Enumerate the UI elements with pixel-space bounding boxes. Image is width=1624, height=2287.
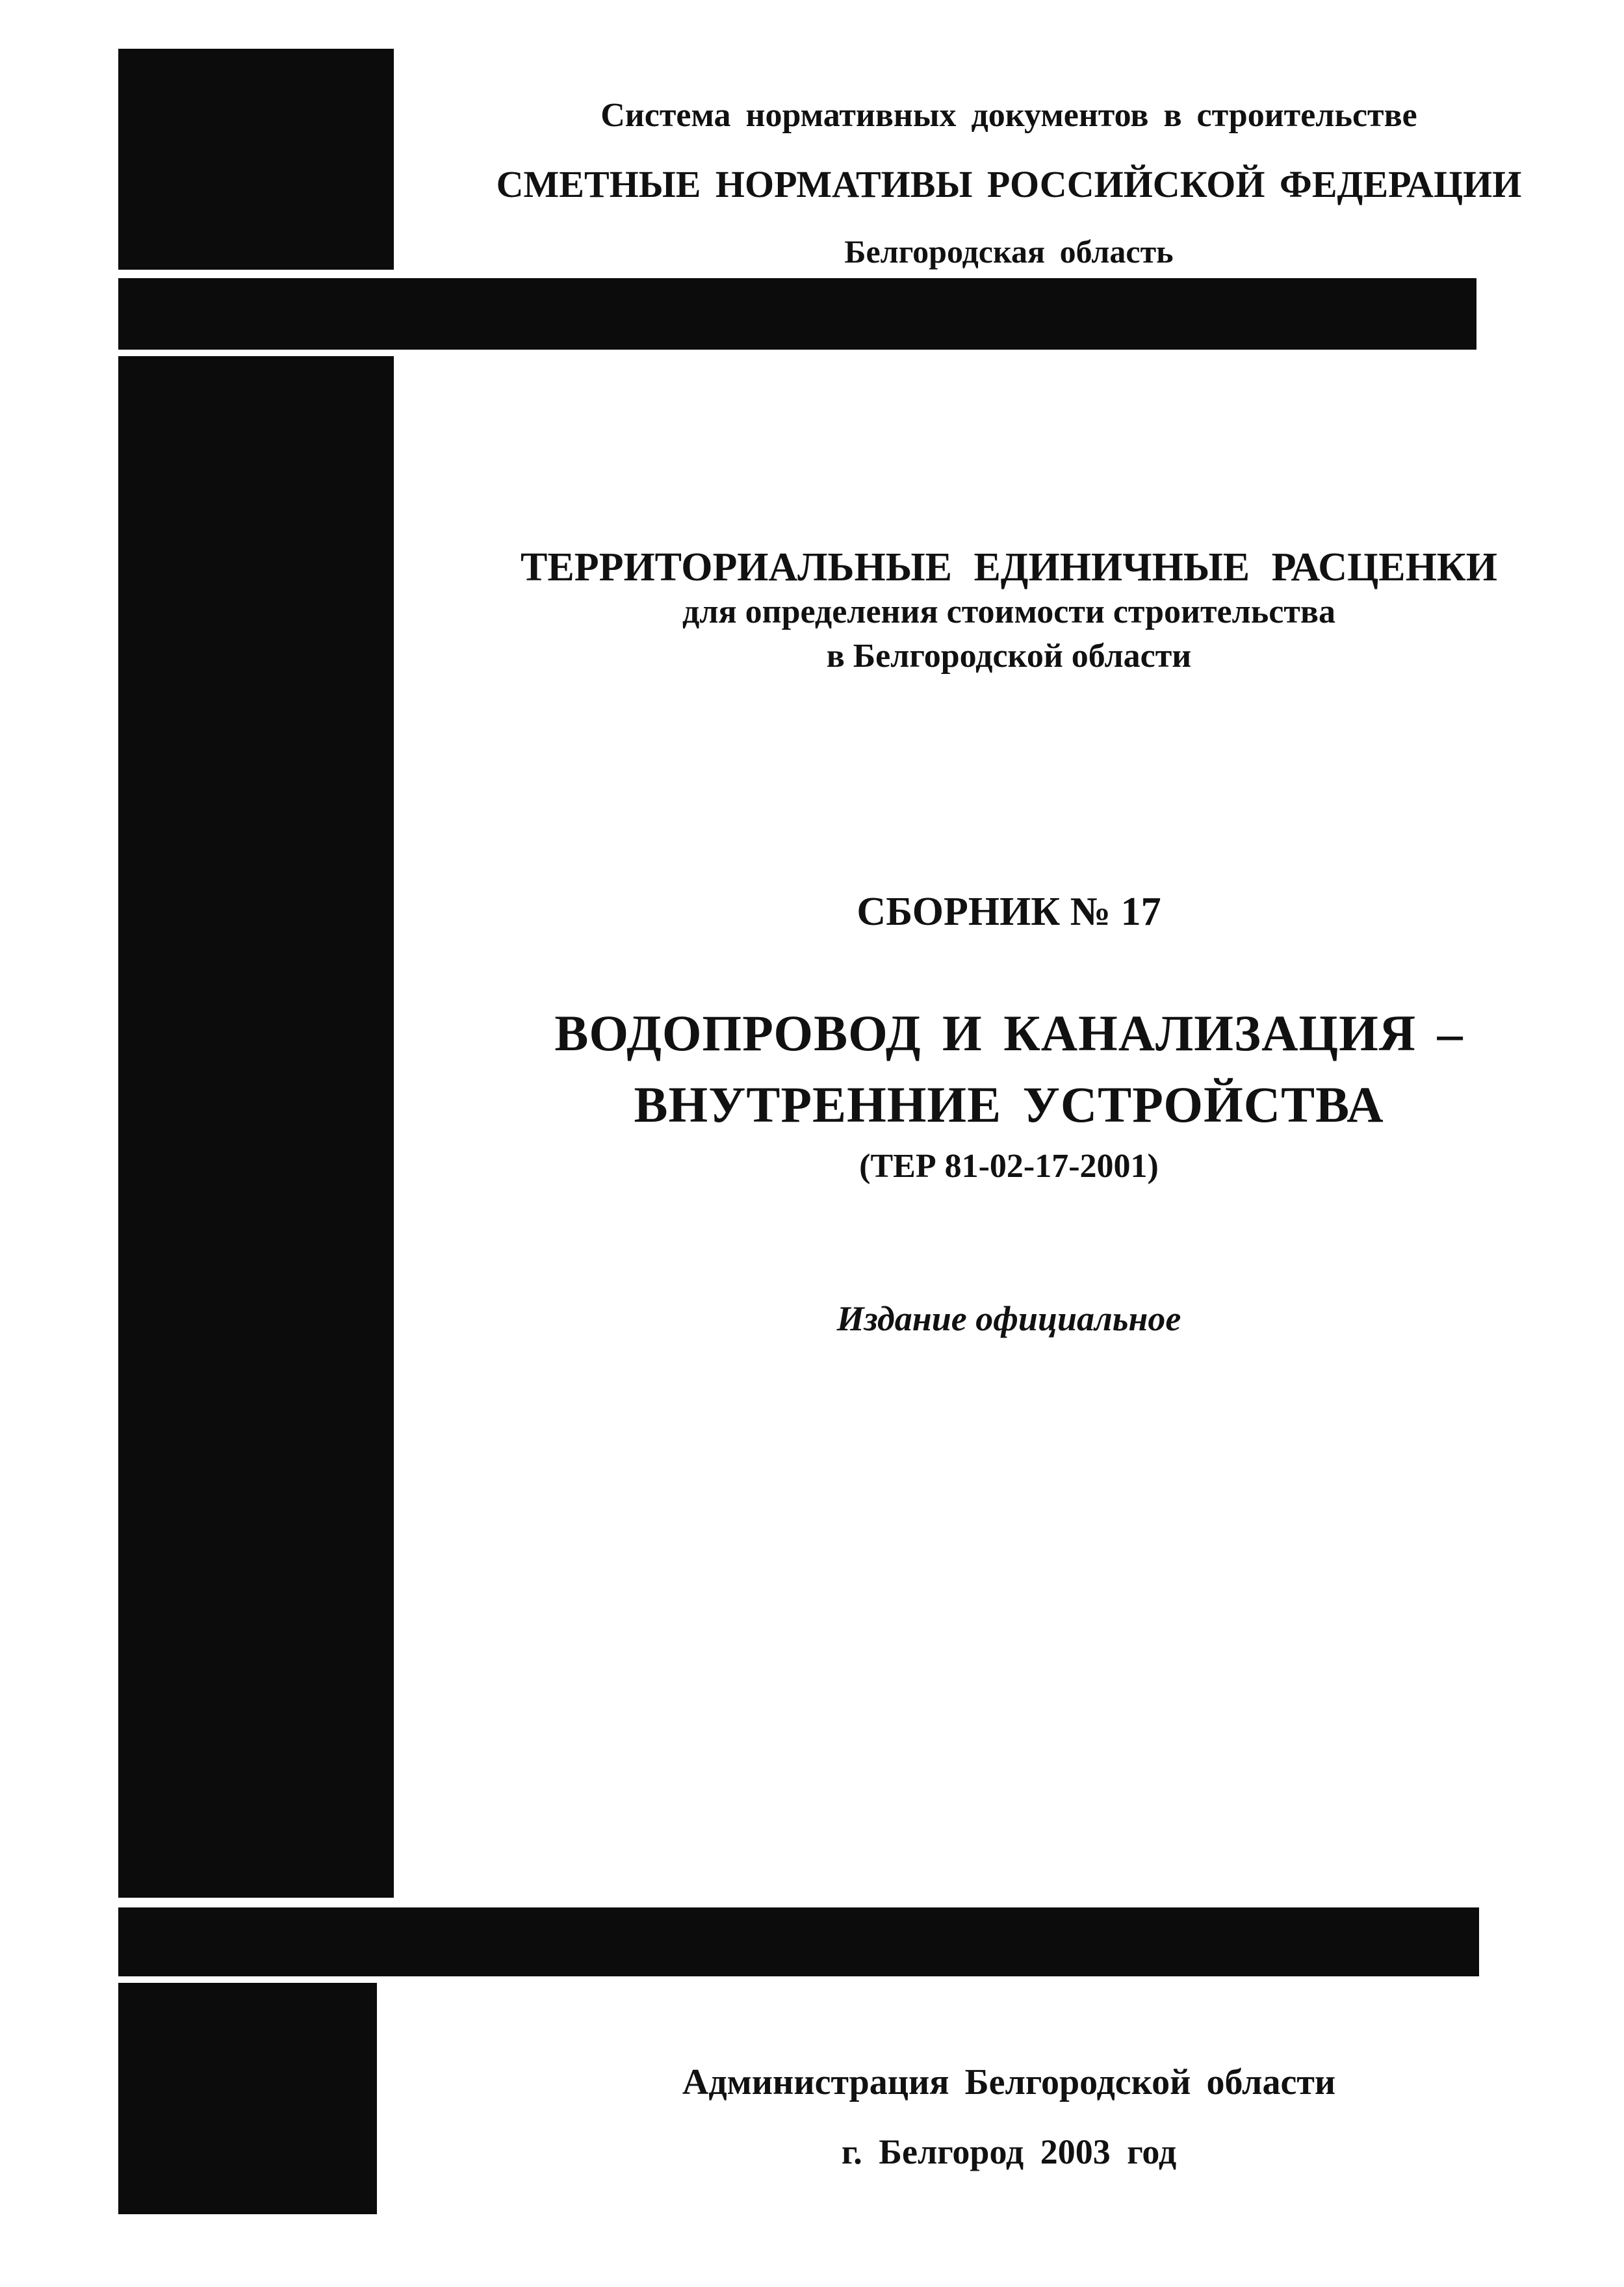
system-line: Система нормативных документов в строительстве — [600, 97, 1417, 134]
collection-code: (ТЕР 81-02-17-2001) — [859, 1148, 1159, 1185]
bottom-black-band — [118, 1907, 1479, 1976]
left-black-bar-top — [118, 49, 394, 270]
document-title: ТЕРРИТОРИАЛЬНЫЕ ЕДИНИЧНЫЕ РАСЦЕНКИ — [521, 545, 1497, 589]
collection-name-line1: ВОДОПРОВОД И КАНАЛИЗАЦИЯ – — [554, 1005, 1463, 1061]
collection-name-line2: ВНУТРЕННИЕ УСТРОЙСТВА — [634, 1076, 1384, 1133]
top-black-band — [118, 278, 1476, 350]
left-black-bar-middle — [118, 356, 394, 1898]
region-line: Белгородская область — [844, 233, 1174, 270]
series-line: СМЕТНЫЕ НОРМАТИВЫ РОССИЙСКОЙ ФЕДЕРАЦИИ — [496, 163, 1522, 205]
edition-label: Издание официальное — [836, 1299, 1181, 1338]
publisher-line: Администрация Белгородской области — [682, 2062, 1336, 2102]
left-black-bar-bottom — [118, 1983, 377, 2214]
document-subtitle-line2: в Белгородской области — [826, 638, 1192, 675]
document-subtitle-line1: для определения стоимости строительства — [682, 593, 1335, 630]
collection-number: СБОРНИК № 17 — [857, 890, 1161, 934]
city-year-line: г. Белгород 2003 год — [841, 2132, 1177, 2171]
